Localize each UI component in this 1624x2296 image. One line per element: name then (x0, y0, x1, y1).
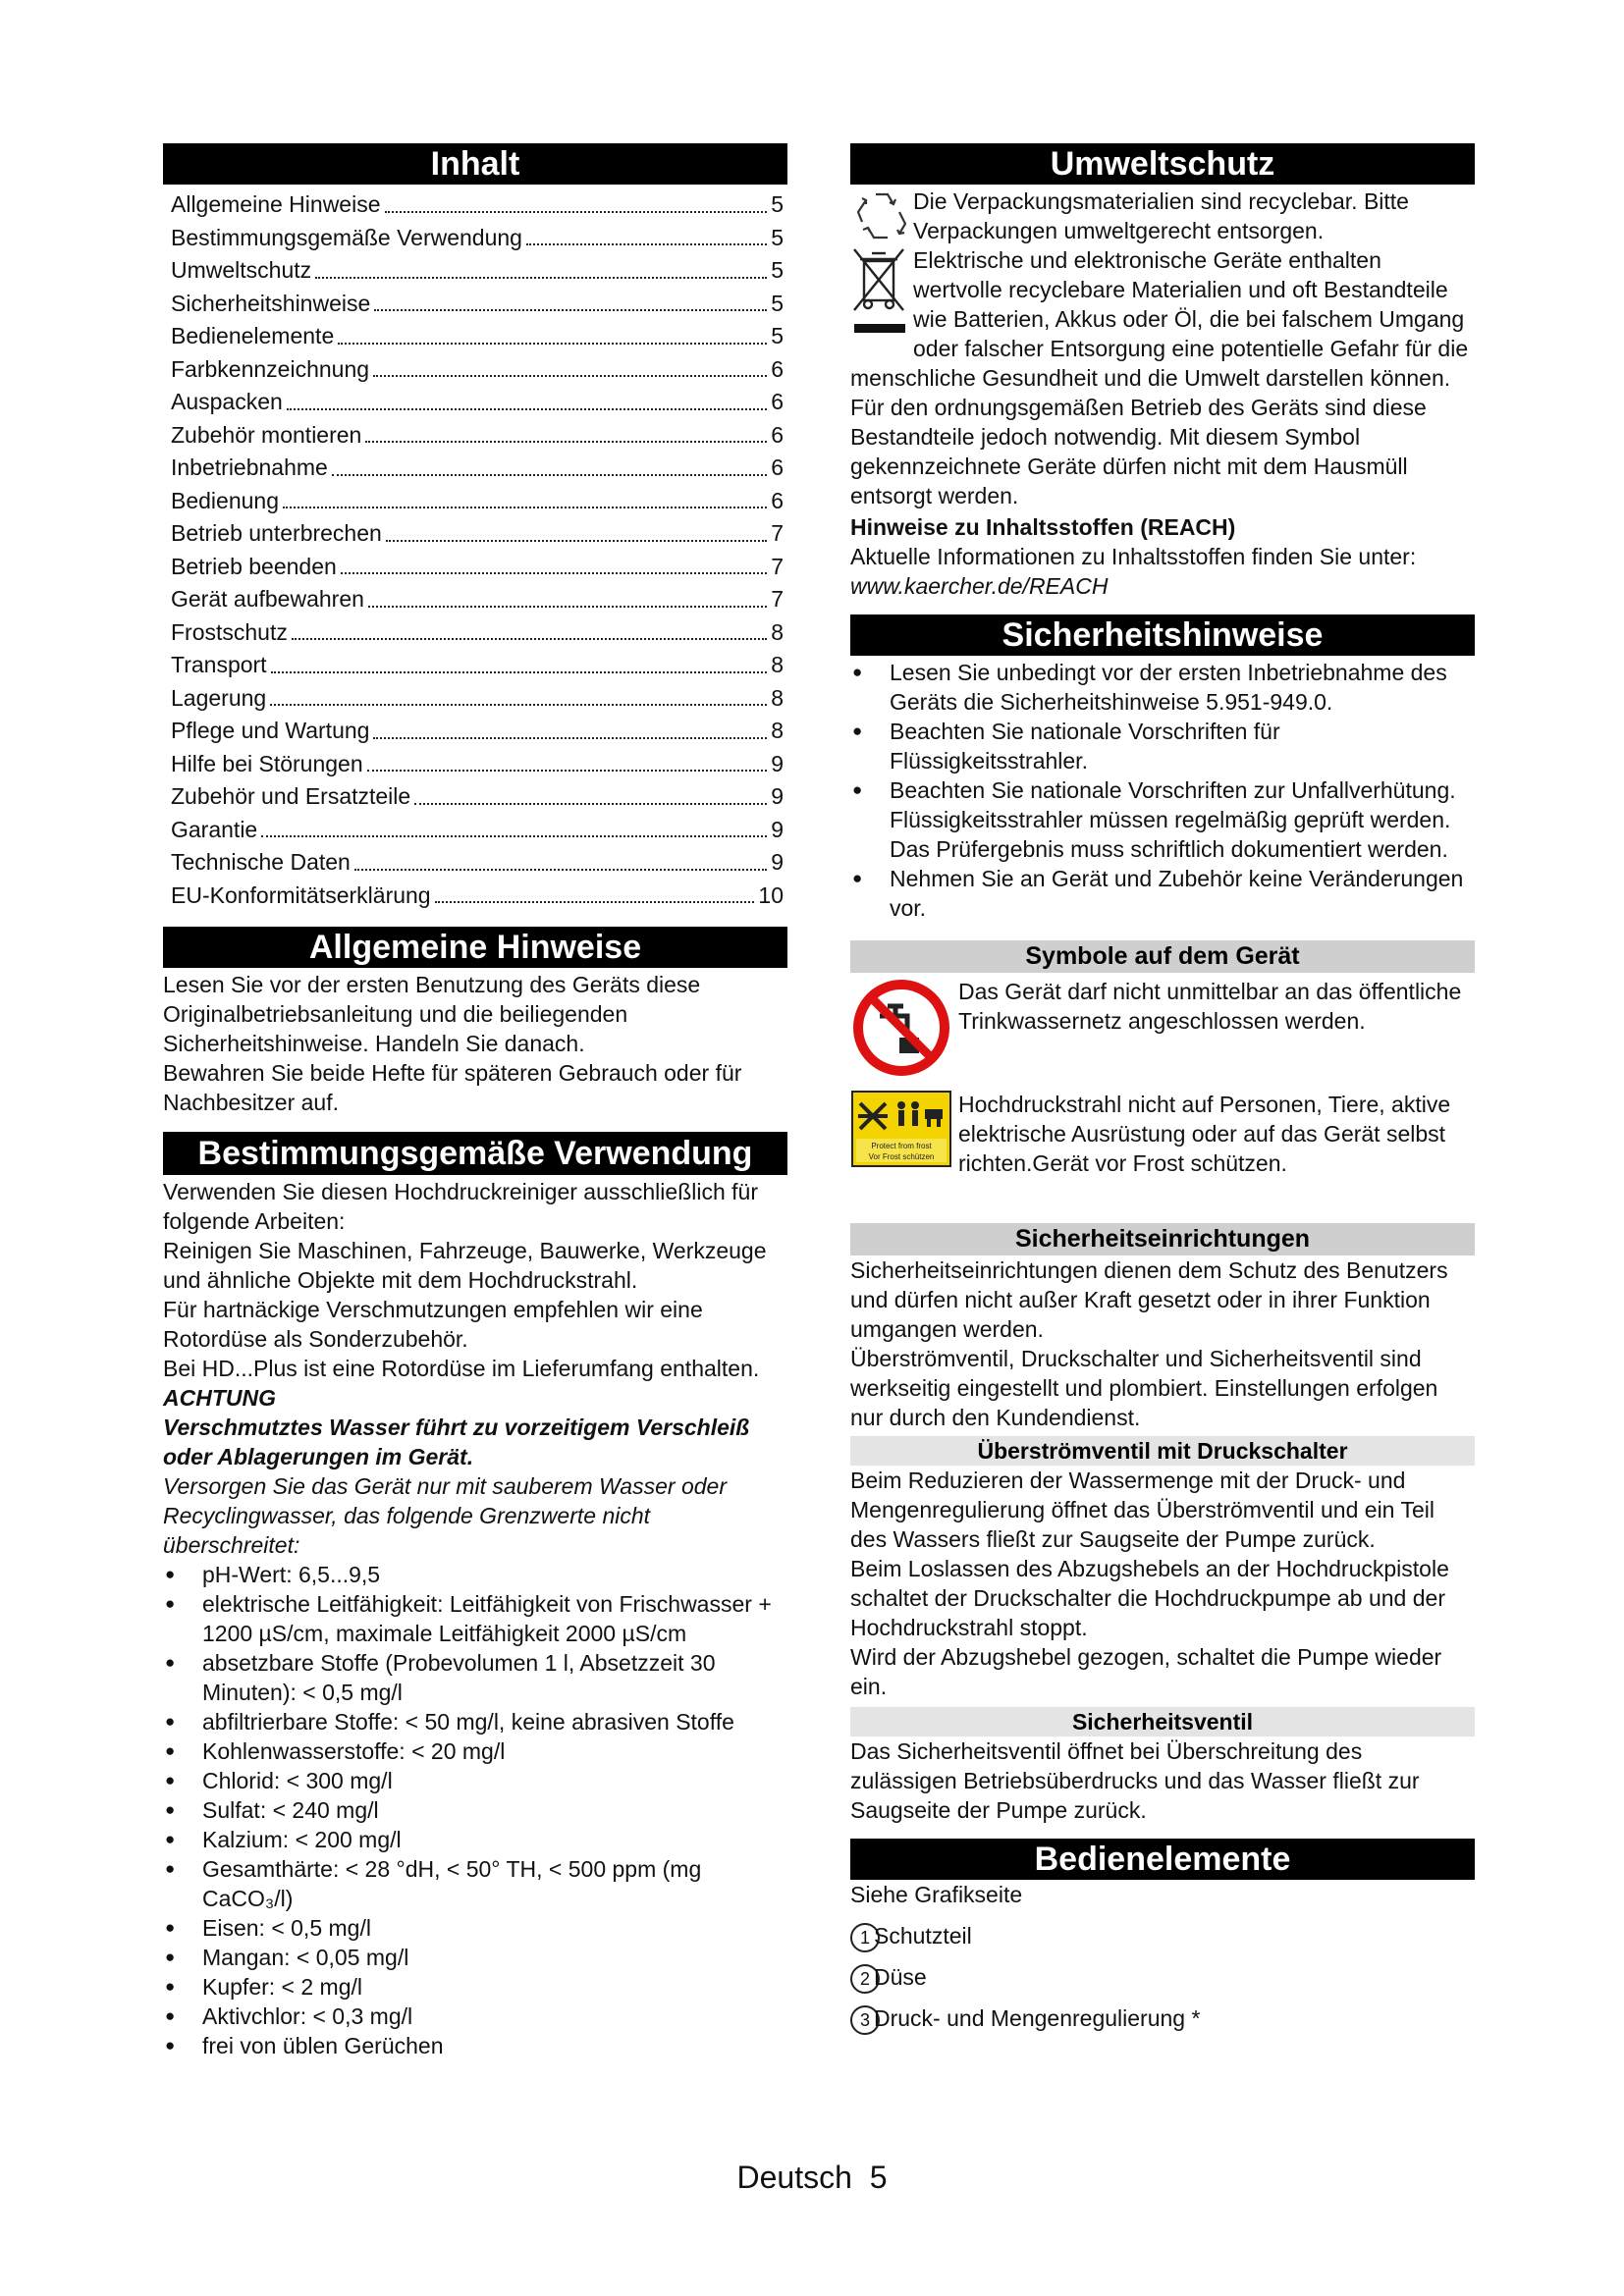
crossed-bin-icon (850, 245, 913, 344)
limit-item: ● absetzbare Stoffe (Probevolumen 1 l, Absetzzeit 30 Minuten): < 0,5 mg/l (163, 1648, 787, 1707)
toc-entry-page: 5 (771, 290, 784, 316)
toc-leader (283, 485, 767, 509)
toc-entry-page: 8 (771, 718, 784, 743)
umwelt-heading: Umweltschutz (850, 143, 1475, 185)
toc-entry-title: Hilfe bei Störungen (171, 750, 363, 776)
limit-item: ● Sulfat: < 240 mg/l (163, 1795, 787, 1825)
toc-entry-title: Transport (171, 652, 267, 677)
page-footer (0, 2160, 1624, 2196)
toc-entry-page: 9 (771, 783, 784, 809)
toc-entry-title: Auspacken (171, 389, 283, 414)
toc-leader (315, 254, 767, 279)
limit-item: ● frei von üblen Gerüchen (163, 2031, 787, 2060)
limit-item: ● Eisen: < 0,5 mg/l (163, 1913, 787, 1943)
ueber-p3: Wird der Abzugshebel gezogen, schaltet die Pumpe wieder ein. (850, 1644, 1442, 1699)
sticker-text-1: Protect from frost (871, 1142, 932, 1150)
toc-entry-page: 8 (771, 652, 784, 677)
safety-item: ● Beachten Sie nationale Vorschriften zur Unfallverhütung. Flüssigkeitsstrahler müssen regelmäßig geprüft werden. Das Prüfergebnis muss schriftlich dokumentiert werden. (850, 775, 1475, 864)
toc-entry[interactable] (171, 419, 784, 453)
toc-entry[interactable] (171, 880, 784, 913)
left-column (163, 143, 787, 2060)
ventil-heading: Sicherheitsventil (850, 1707, 1475, 1736)
toc-entry-page: 8 (771, 618, 784, 645)
toc-entry-title: Pflege und Wartung (171, 718, 370, 743)
toc-entry-title: Garantie (171, 816, 258, 842)
callout-number: 2 (850, 1964, 880, 1994)
reach-text: Aktuelle Informationen zu Inhaltsstoffen finden Sie unter: www.kaercher.de/REACH (850, 544, 1417, 599)
toc-entry[interactable] (171, 517, 784, 551)
footer-language: Deutsch (736, 2160, 852, 2195)
control-item (850, 2003, 1475, 2035)
toc-entry[interactable] (171, 551, 784, 584)
toc-entry[interactable] (171, 353, 784, 387)
umwelt-p2: Elektrische und elektronische Geräte enthalten wertvolle recyclebare Materialien und oft Bestandteile wie Batterien, Akkus oder Öl, die bei falschem Umgang oder falscher Entsorgung eine potentielle Gefahr für die menschliche Gesundheit und die Umwelt darstellen können. Für den ordnungsgemäßen Betrieb des Geräts sind diese Bestandteile jedoch notwendig. Mit diesem Symbol gekennzeichnete Geräte dürfen nicht mit dem Hausmüll entsorgt werden. (850, 247, 1469, 508)
einricht-heading: Sicherheitseinrichtungen (850, 1223, 1475, 1255)
toc-entry-title: Betrieb beenden (171, 553, 337, 579)
toc-entry-title: Bedienung (171, 487, 279, 513)
toc-entry-page: 9 (771, 849, 784, 875)
control-label: Schutzteil (874, 1923, 972, 1949)
toc-entry[interactable] (171, 386, 784, 419)
no-drinking-water-icon (850, 977, 958, 1086)
right-column (850, 143, 1475, 2035)
warning-text-2: Versorgen Sie das Gerät nur mit sauberem Wasser oder Recyclingwasser, das folgende Grenzwerte nicht überschreitet: (163, 1473, 727, 1558)
toc-leader (414, 780, 767, 805)
toc-leader (368, 583, 767, 608)
einricht-p1: Sicherheitseinrichtungen dienen dem Schutz des Benutzers und dürfen nicht außer Kraft gesetzt oder in ihrer Funktion umgangen werden. (850, 1257, 1448, 1342)
ueber-heading: Überströmventil mit Druckschalter (850, 1436, 1475, 1466)
toc-entry-title: Bedienelemente (171, 323, 335, 348)
reach-url: www.kaercher.de/REACH (850, 573, 1109, 599)
toc-entry[interactable] (171, 485, 784, 518)
controls-list (850, 1921, 1475, 2035)
toc-entry-page: 5 (771, 323, 784, 348)
toc-leader (338, 320, 767, 345)
toc-entry-title: Technische Daten (171, 849, 351, 875)
toc-entry-page: 6 (771, 487, 784, 513)
recycle-icon (850, 187, 913, 245)
bestimmung-p3: Für hartnäckige Verschmutzungen empfehlen wir eine Rotordüse als Sonderzubehör. (163, 1297, 703, 1352)
toc-entry-title: Betrieb unterbrechen (171, 520, 382, 546)
limit-item: ● Mangan: < 0,05 mg/l (163, 1943, 787, 1972)
toc-entry[interactable] (171, 188, 784, 222)
control-label: Düse (874, 1963, 927, 1990)
bestimmung-p4: Bei HD...Plus ist eine Rotordüse im Lieferumfang enthalten. (163, 1356, 760, 1381)
toc-entry-page: 7 (771, 586, 784, 612)
toc-entry-title: EU-Konformitätserklärung (171, 881, 431, 908)
toc-leader (341, 551, 767, 575)
toc-entry-page: 6 (771, 355, 784, 382)
bedien-intro: Siehe Grafikseite (850, 1882, 1023, 1907)
sicherheit-heading: Sicherheitshinweise (850, 614, 1475, 656)
toc-leader (354, 846, 767, 871)
allgemeine-heading: Allgemeine Hinweise (163, 927, 787, 968)
toc-entry-title: Umweltschutz (171, 257, 312, 283)
symbole-heading: Symbole auf dem Gerät (850, 940, 1475, 973)
safety-item: ● Lesen Sie unbedingt vor der ersten Inbetriebnahme des Geräts die Sicherheitshinweise 5.951-949.0. (850, 658, 1475, 717)
bestimmung-p2: Reinigen Sie Maschinen, Fahrzeuge, Bauwerke, Werkzeuge und ähnliche Objekte mit dem Hochdruckstrahl. (163, 1238, 767, 1293)
limit-item: ● Kalzium: < 200 mg/l (163, 1825, 787, 1854)
toc-entry-page: 9 (771, 816, 784, 842)
control-label: Druck- und Mengenregulierung * (874, 2004, 1201, 2031)
toc-leader (365, 419, 767, 444)
ueber-p2: Beim Loslassen des Abzugshebels an der Hochdruckpistole schaltet der Druckschalter die Hochdruckpumpe ab und der Hochdruckstrahl stoppt. (850, 1556, 1449, 1640)
limit-item: ● Aktivchlor: < 0,3 mg/l (163, 2002, 787, 2031)
page-number: 5 (869, 2160, 888, 2195)
toc-entry-title: Frostschutz (171, 618, 288, 645)
toc-leader (292, 616, 767, 641)
limit-item: ● Chlorid: < 300 mg/l (163, 1766, 787, 1795)
einricht-p2: Überströmventil, Druckschalter und Sicherheitsventil sind werkseitig eingestellt und plombiert. Einstellungen erfolgen nur durch den Kundendienst. (850, 1346, 1438, 1430)
umwelt-p1: Die Verpackungsmaterialien sind recyclebar. Bitte Verpackungen umweltgerecht entsorgen. (913, 188, 1409, 243)
toc-entry[interactable] (171, 288, 784, 321)
toc-entry[interactable] (171, 780, 784, 814)
toc-leader (386, 517, 767, 542)
toc-entry[interactable] (171, 583, 784, 616)
toc-leader (374, 288, 767, 312)
toc-entry[interactable] (171, 715, 784, 748)
safety-list (850, 658, 1475, 923)
toc-leader (385, 188, 768, 213)
toc-entry[interactable] (171, 846, 784, 880)
toc-entry[interactable] (171, 682, 784, 716)
warning-text: Verschmutztes Wasser führt zu vorzeitigem Verschleiß oder Ablagerungen im Gerät. (163, 1415, 750, 1469)
toc-entry-page: 8 (771, 684, 784, 711)
achtung-label: ACHTUNG (163, 1385, 276, 1411)
toc-entry[interactable] (171, 222, 784, 255)
toc-entry-page: 5 (771, 224, 784, 250)
toc-leader (270, 682, 767, 707)
limit-item: ● elektrische Leitfähigkeit: Leitfähigkeit von Frischwasser + 1200 µS/cm, maximale Leitfähigkeit 2000 µS/cm (163, 1589, 787, 1648)
bedien-heading: Bedienelemente (850, 1839, 1475, 1880)
toc-leader (435, 880, 755, 904)
toc-entry[interactable] (171, 814, 784, 847)
toc-leader (373, 353, 767, 378)
toc-leader (261, 814, 767, 838)
limit-item: ● Kohlenwasserstoffe: < 20 mg/l (163, 1736, 787, 1766)
callout-number: 3 (850, 2005, 880, 2035)
ventil-p: Das Sicherheitsventil öffnet bei Überschreitung des zulässigen Betriebsüberdrucks und das Wasser fließt zur Saugseite der Pumpe zurück. (850, 1738, 1420, 1823)
toc-heading: Inhalt (163, 143, 787, 185)
limit-item: ● Gesamthärte: < 28 °dH, < 50° TH, < 500 ppm (mg CaCO₃/l) (163, 1854, 787, 1913)
control-item (850, 1962, 1475, 1994)
toc-leader (332, 452, 767, 476)
bestimmung-heading: Bestimmungsgemäße Verwendung (163, 1132, 787, 1175)
symbol1-text: Das Gerät darf nicht unmittelbar an das öffentliche Trinkwassernetz angeschlossen werden. (958, 979, 1462, 1034)
toc-leader (526, 222, 767, 246)
toc-entry[interactable] (171, 748, 784, 781)
toc-entry[interactable] (171, 320, 784, 353)
toc-leader (373, 715, 767, 739)
safety-item: ● Nehmen Sie an Gerät und Zubehör keine Veränderungen vor. (850, 864, 1475, 923)
limit-item: ● abfiltrierbare Stoffe: < 50 mg/l, keine abrasiven Stoffe (163, 1707, 787, 1736)
symbol2-text: Hochdruckstrahl nicht auf Personen, Tiere, aktive elektrische Ausrüstung oder auf das Gerät selbst richten.Gerät vor Frost schützen. (958, 1092, 1451, 1176)
toc-entry-page: 7 (771, 520, 784, 546)
toc-leader (271, 649, 768, 673)
toc-entry-title: Farbkennzeichnung (171, 355, 370, 382)
toc-entry-title: Zubehör montieren (171, 421, 362, 448)
toc-entry-title: Allgemeine Hinweise (171, 191, 381, 217)
limit-item: ● pH-Wert: 6,5...9,5 (163, 1560, 787, 1589)
reach-title: Hinweise zu Inhaltsstoffen (REACH) (850, 514, 1236, 540)
toc-leader (287, 386, 767, 410)
toc-entry-page: 6 (771, 454, 784, 480)
toc-entry-page: 7 (771, 553, 784, 579)
toc-entry-page: 6 (771, 421, 784, 448)
allgemeine-p2: Bewahren Sie beide Hefte für späteren Gebrauch oder für Nachbesitzer auf. (163, 1060, 742, 1115)
toc-entry-page: 6 (771, 389, 784, 414)
limit-item: ● Kupfer: < 2 mg/l (163, 1972, 787, 2002)
toc-entry-title: Lagerung (171, 684, 267, 711)
toc-entry[interactable] (171, 452, 784, 485)
toc-entry[interactable] (171, 616, 784, 650)
toc-entry-page: 9 (771, 750, 784, 776)
toc-entry-title: Inbetriebnahme (171, 454, 328, 480)
toc-entry-title: Bestimmungsgemäße Verwendung (171, 224, 522, 250)
toc-entry-title: Zubehör und Ersatzteile (171, 783, 411, 809)
callout-number: 1 (850, 1923, 880, 1952)
sticker-text-2: Vor Frost schützen (868, 1152, 935, 1161)
safety-item: ● Beachten Sie nationale Vorschriften für Flüssigkeitsstrahler. (850, 717, 1475, 775)
ueber-p1: Beim Reduzieren der Wassermenge mit der Druck- und Mengenregulierung öffnet das Überströmventil und ein Teil des Wassers fließt zur Saugseite der Pumpe zurück. (850, 1468, 1435, 1552)
toc-entry-title: Gerät aufbewahren (171, 586, 364, 612)
toc-entry-page: 5 (771, 191, 784, 217)
water-limits-list (163, 1560, 787, 2060)
allgemeine-p1: Lesen Sie vor der ersten Benutzung des Geräts diese Originalbetriebsanleitung und die beiliegenden Sicherheitshinweise. Handeln Sie danach. (163, 972, 701, 1056)
toc-entry-title: Sicherheitshinweise (171, 290, 371, 316)
bestimmung-p1: Verwenden Sie diesen Hochdruckreiniger ausschließlich für folgende Arbeiten: (163, 1179, 758, 1234)
toc-entry-page: 5 (771, 257, 784, 283)
table-of-contents (163, 185, 787, 912)
toc-entry-page: 10 (758, 881, 784, 908)
no-spray-warning-icon (850, 1090, 958, 1175)
toc-entry[interactable] (171, 649, 784, 682)
toc-entry[interactable] (171, 254, 784, 288)
toc-leader (367, 748, 768, 773)
control-item (850, 1921, 1475, 1952)
